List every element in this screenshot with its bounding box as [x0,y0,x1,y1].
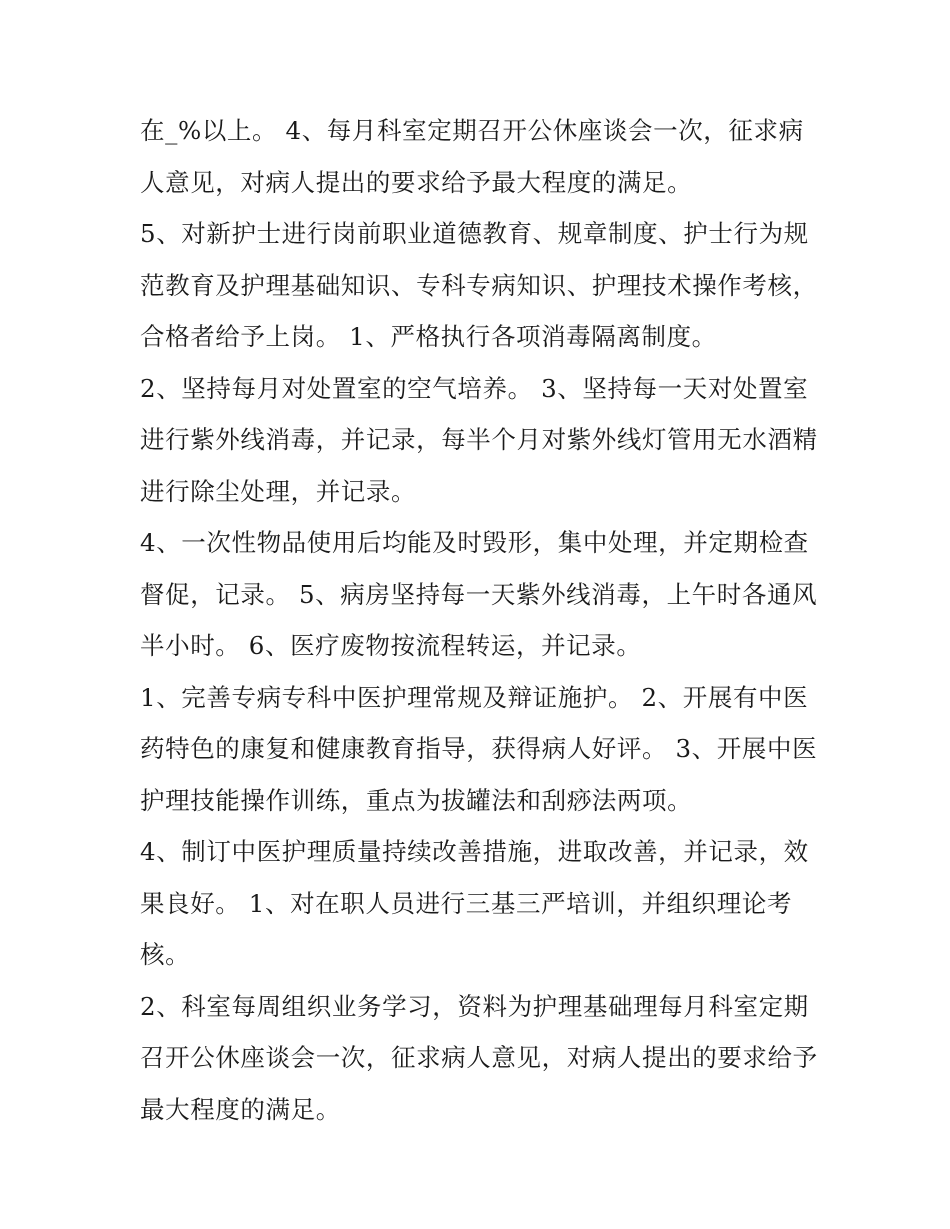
text-line: 范教育及护理基础知识、专科专病知识、护理技术操作考核， [140,270,818,300]
text-line: 核。 [140,940,191,969]
text-line: 2、坚持每月对处置室的空气培养。 3、坚持每一天对处置室 [140,373,809,403]
text-line: 药特色的康复和健康教育指导，获得病人好评。 3、开展中医 [140,734,818,763]
text-line: 进行紫外线消毒，并记录，每半个月对紫外线灯管用无水酒精 [140,425,818,454]
text-line: 护理技能操作训练，重点为拔罐法和刮痧法两项。 [140,785,693,815]
text-line: 最大程度的满足。 [140,1094,341,1124]
text-line: 在_%以上。 4、每月科室定期召开公休座谈会一次，征求病 [140,116,804,145]
text-line: 进行除尘处理，并记录。 [140,476,417,506]
text-line: 1、完善专病专科中医护理常规及辩证施护。 2、开展有中医 [140,682,809,712]
text-line: 4、一次性物品使用后均能及时毁形，集中处理，并定期检查 [140,528,809,557]
text-line: 合格者给予上岗。 1、严格执行各项消毒隔离制度。 [140,322,717,351]
text-line: 5、对新护士进行岗前职业道德教育、规章制度、护士行为规 [140,219,809,248]
document-body-text [140,105,820,1135]
text-line: 人意见，对病人提出的要求给予最大程度的满足。 [140,167,693,197]
text-line: 半小时。 6、医疗废物按流程转运，并记录。 [140,631,642,660]
text-line: 果良好。 1、对在职人员进行三基三严培训，并组织理论考 [140,888,793,918]
text-line: 督促，记录。 5、病房坚持每一天紫外线消毒，上午时各通风 [140,579,818,609]
text-line: 2、科室每周组织业务学习，资料为护理基础理每月科室定期 [140,991,809,1021]
text-line: 召开公休座谈会一次，征求病人意见，对病人提出的要求给予 [140,1043,818,1072]
text-line: 4、制订中医护理质量持续改善措施，进取改善，并记录，效 [140,837,809,866]
